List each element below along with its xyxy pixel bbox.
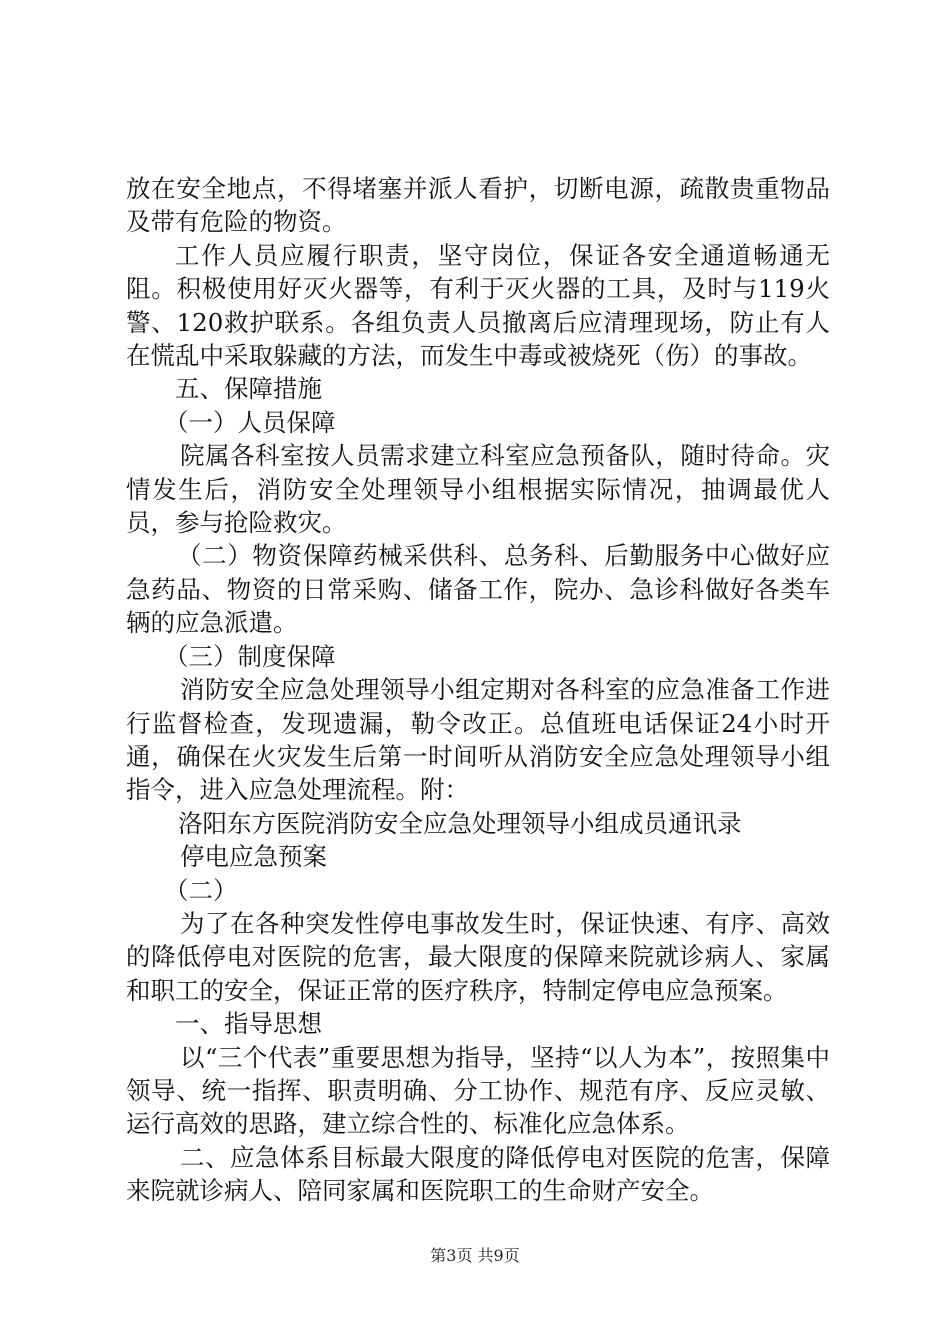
subsection-heading: （二） xyxy=(164,875,238,905)
paragraph: （二）物资保障药械采供科、总务科、后勤服务中心做好应急药品、物资的日常采购、储备工作，院办、急诊科做好各类车辆的应急派遣。 xyxy=(126,541,830,638)
paragraph: 放在安全地点，不得堵塞并派人看护，切断电源，疏散贵重物品及带有危险的物资。 xyxy=(126,174,830,237)
subsection-heading: （三）制度保障 xyxy=(164,641,336,671)
subsection-heading: （一）人员保障 xyxy=(164,407,336,437)
attachment-title: 洛阳东方医院消防安全应急处理领导小组成员通讯录 xyxy=(178,808,742,838)
paragraph: 以“三个代表”重要思想为指导，坚持“以人为本”，按照集中领导、统一指挥、职责明确、分工协作、规范有序、反应灵敏、运行高效的思路，建立综合性的、标准化应急体系。 xyxy=(126,1042,830,1139)
paragraph: 消防安全应急处理领导小组定期对各科室的应急准备工作进行监督检查，发现遗漏，勒令改正。总值班电话保证24小时开通，确保在火灾发生后第一时间听从消防安全应急处理领导小组指令，进入应急处理流程。附： xyxy=(126,675,830,805)
section-heading: 一、指导思想 xyxy=(175,1009,322,1039)
page-number: 第3页 共9页 xyxy=(430,1246,520,1265)
section-heading: 五、保障措施 xyxy=(175,374,322,404)
document-body xyxy=(126,172,830,1208)
paragraph: 工作人员应履行职责，坚守岗位，保证各安全通道畅通无阻。积极使用好灭火器等，有利于灭火器的工具，及时与119火警、120救护联系。各组负责人员撤离后应清理现场，防止有人在慌乱中采取躲藏的方法，而发生中毒或被烧死（伤）的事故。 xyxy=(126,240,830,371)
paragraph: 院属各科室按人员需求建立科室应急预备队，随时待命。灾情发生后，消防安全处理领导小组根据实际情况，抽调最优人员，参与抢险救灾。 xyxy=(126,441,830,538)
document-title: 停电应急预案 xyxy=(180,842,327,872)
page-footer xyxy=(0,1243,950,1266)
paragraph: 二、应急体系目标最大限度的降低停电对医院的危害，保障来院就诊病人、陪同家属和医院职工的生命财产安全。 xyxy=(126,1142,830,1206)
paragraph: 为了在各种突发性停电事故发生时，保证快速、有序、高效的降低停电对医院的危害，最大限度的保障来院就诊病人、家属和职工的安全，保证正常的医疗秩序，特制定停电应急预案。 xyxy=(126,908,830,1005)
